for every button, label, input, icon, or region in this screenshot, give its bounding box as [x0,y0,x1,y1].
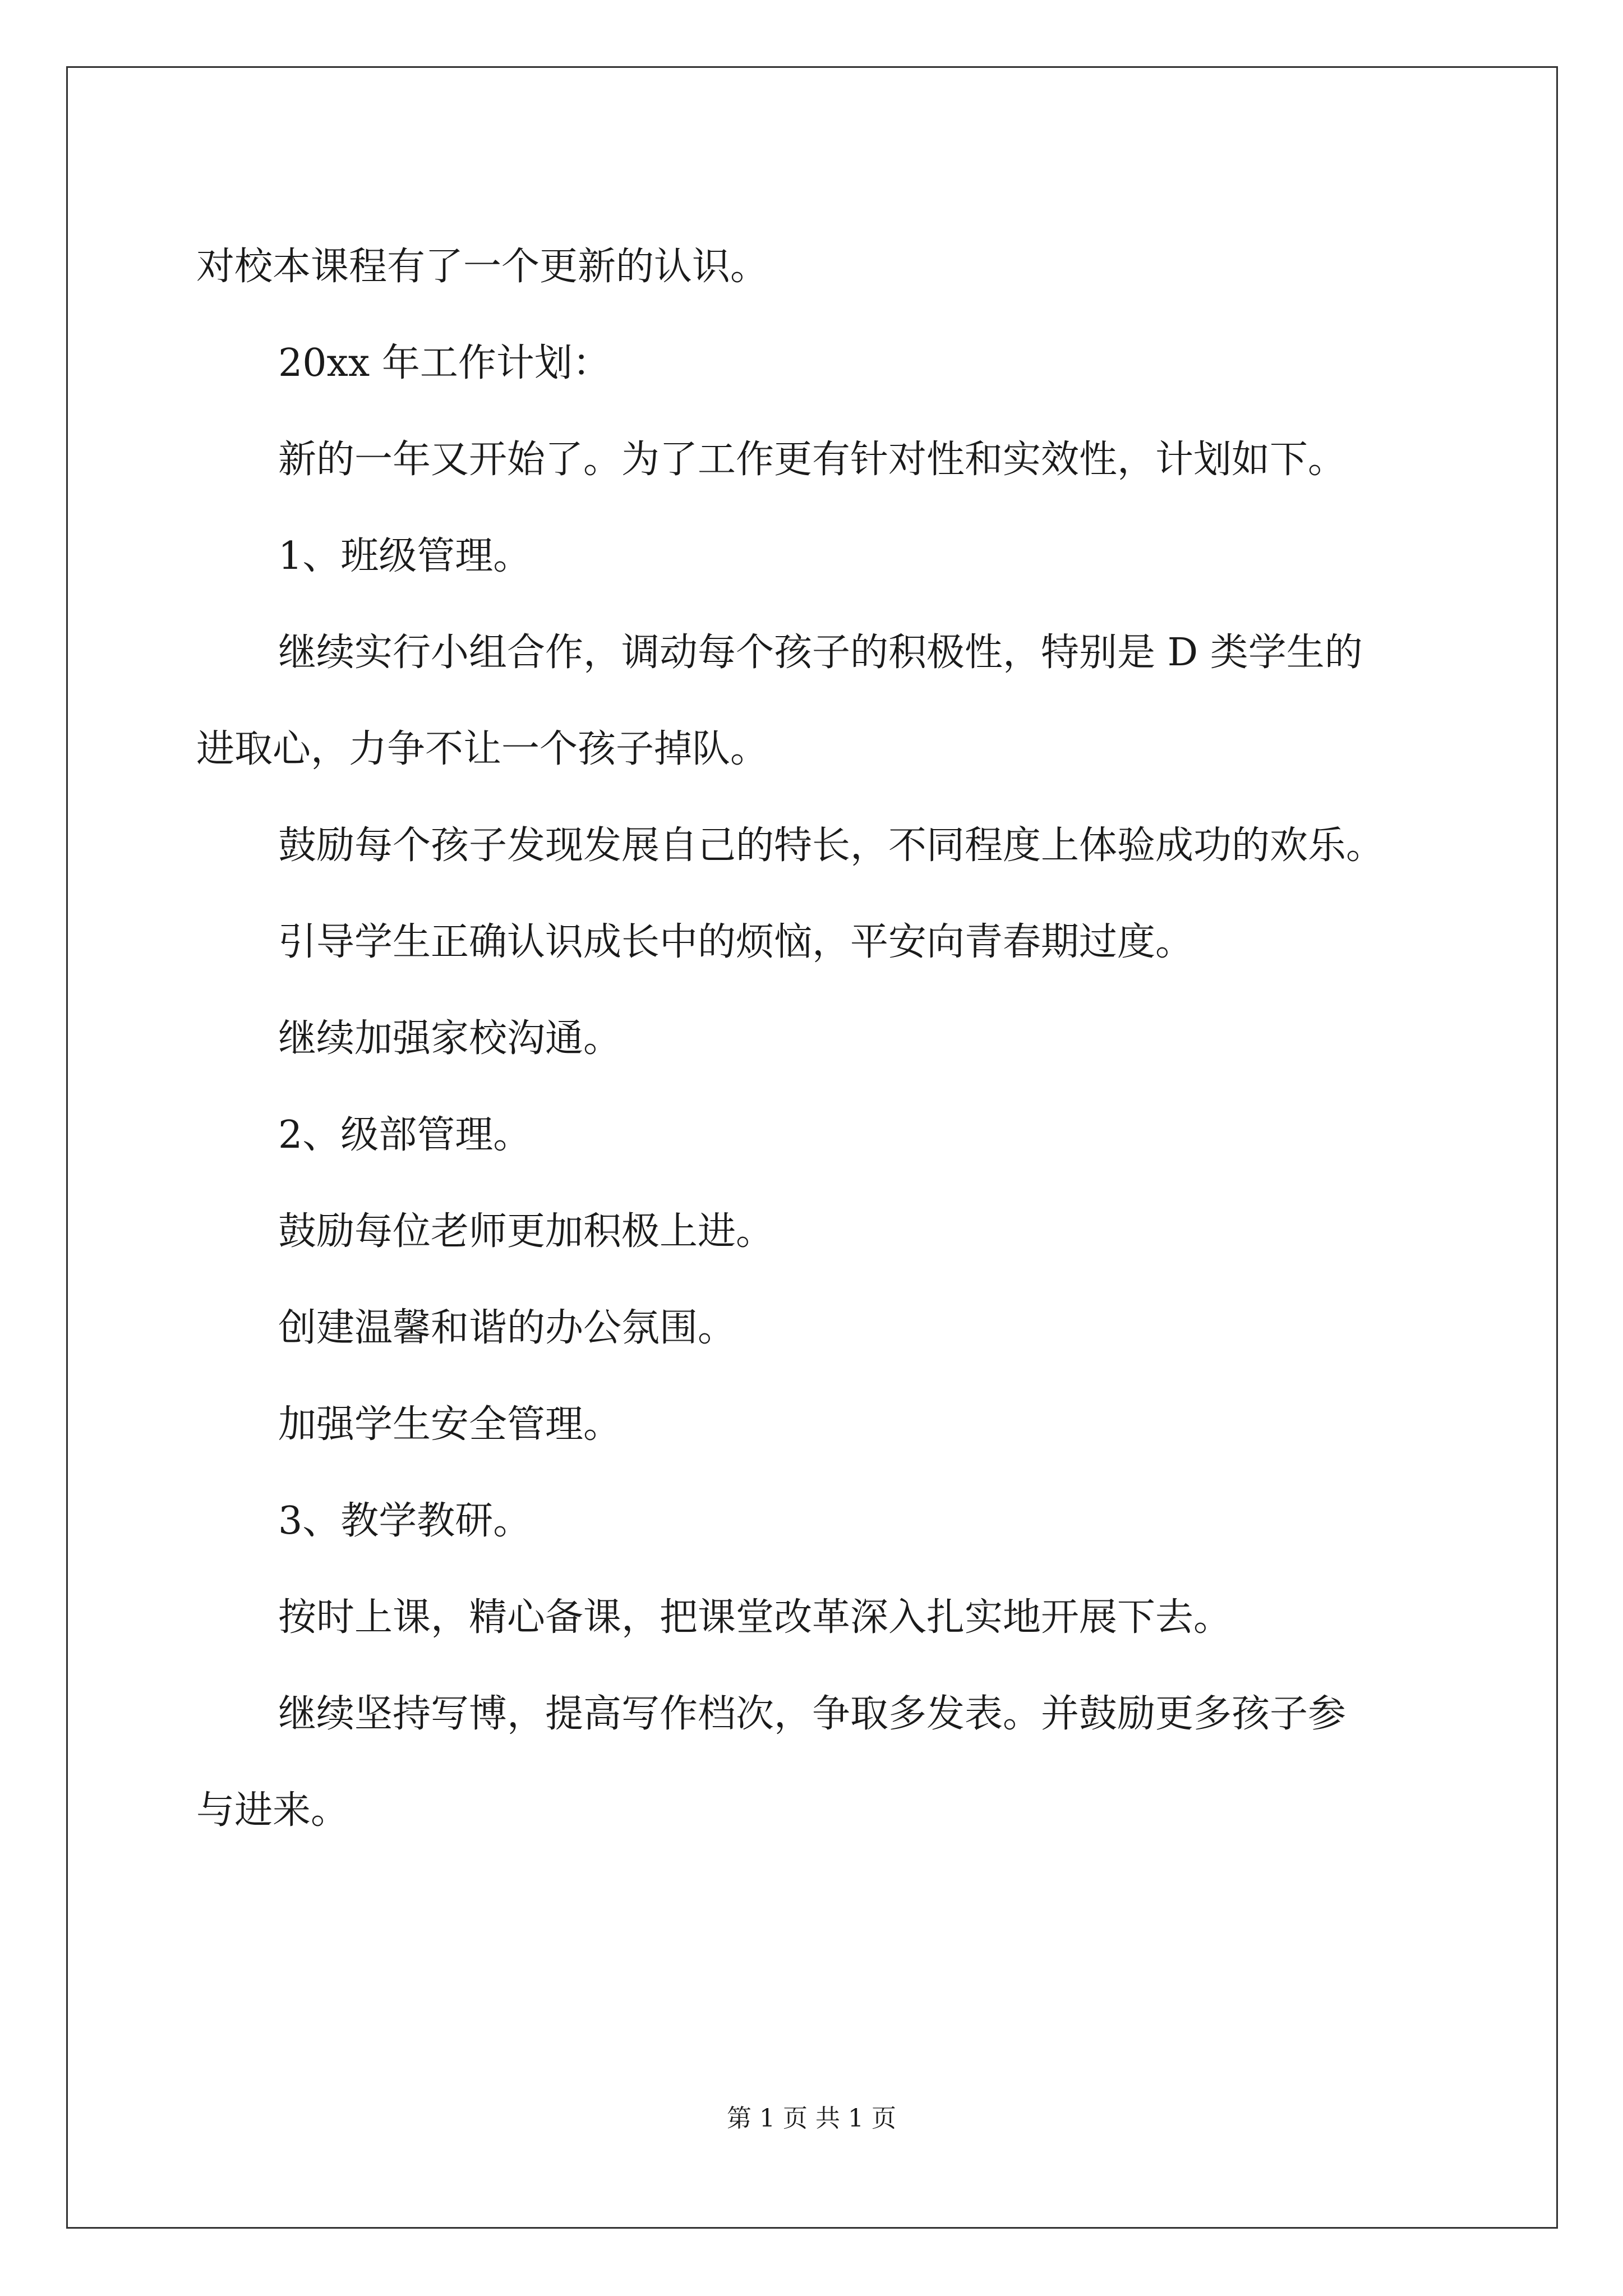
paragraph: 引导学生正确认识成长中的烦恼，平安向青春期过度。 [278,920,1194,964]
paragraph: 加强学生安全管理。 [278,1402,622,1447]
paragraph: 鼓励每位老师更加积极上进。 [278,1209,774,1254]
paragraph: 按时上课，精心备课，把课堂改革深入扎实地开展下去。 [278,1595,1232,1640]
paragraph: 鼓励每个孩子发现发展自己的特长，不同程度上体验成功的欢乐。 [278,823,1385,868]
paragraph: 继续坚持写博，提高写作档次，争取多发表。并鼓励更多孩子参 [278,1692,1347,1736]
paragraph: 对校本课程有了一个更新的认识。 [196,245,769,289]
paragraph: 新的一年又开始了。为了工作更有针对性和实效性，计划如下。 [278,438,1347,482]
paragraph: 进取心，力争不让一个孩子掉队。 [196,727,769,771]
document-body [196,219,1430,1859]
paragraph: 继续实行小组合作，调动每个孩子的积极性，特别是 D 类学生的 [278,631,1363,675]
section-heading: 3、教学教研。 [278,1499,532,1543]
paragraph: 创建温馨和谐的办公氛围。 [278,1306,736,1350]
section-heading: 2、级部管理。 [278,1113,532,1157]
paragraph: 与进来。 [196,1788,349,1833]
page-number-footer: 第 1 页 共 1 页 [727,2104,896,2133]
section-heading: 1、班级管理。 [278,534,532,578]
paragraph: 20xx 年工作计划： [278,341,611,385]
paragraph: 继续加强家校沟通。 [278,1016,622,1061]
